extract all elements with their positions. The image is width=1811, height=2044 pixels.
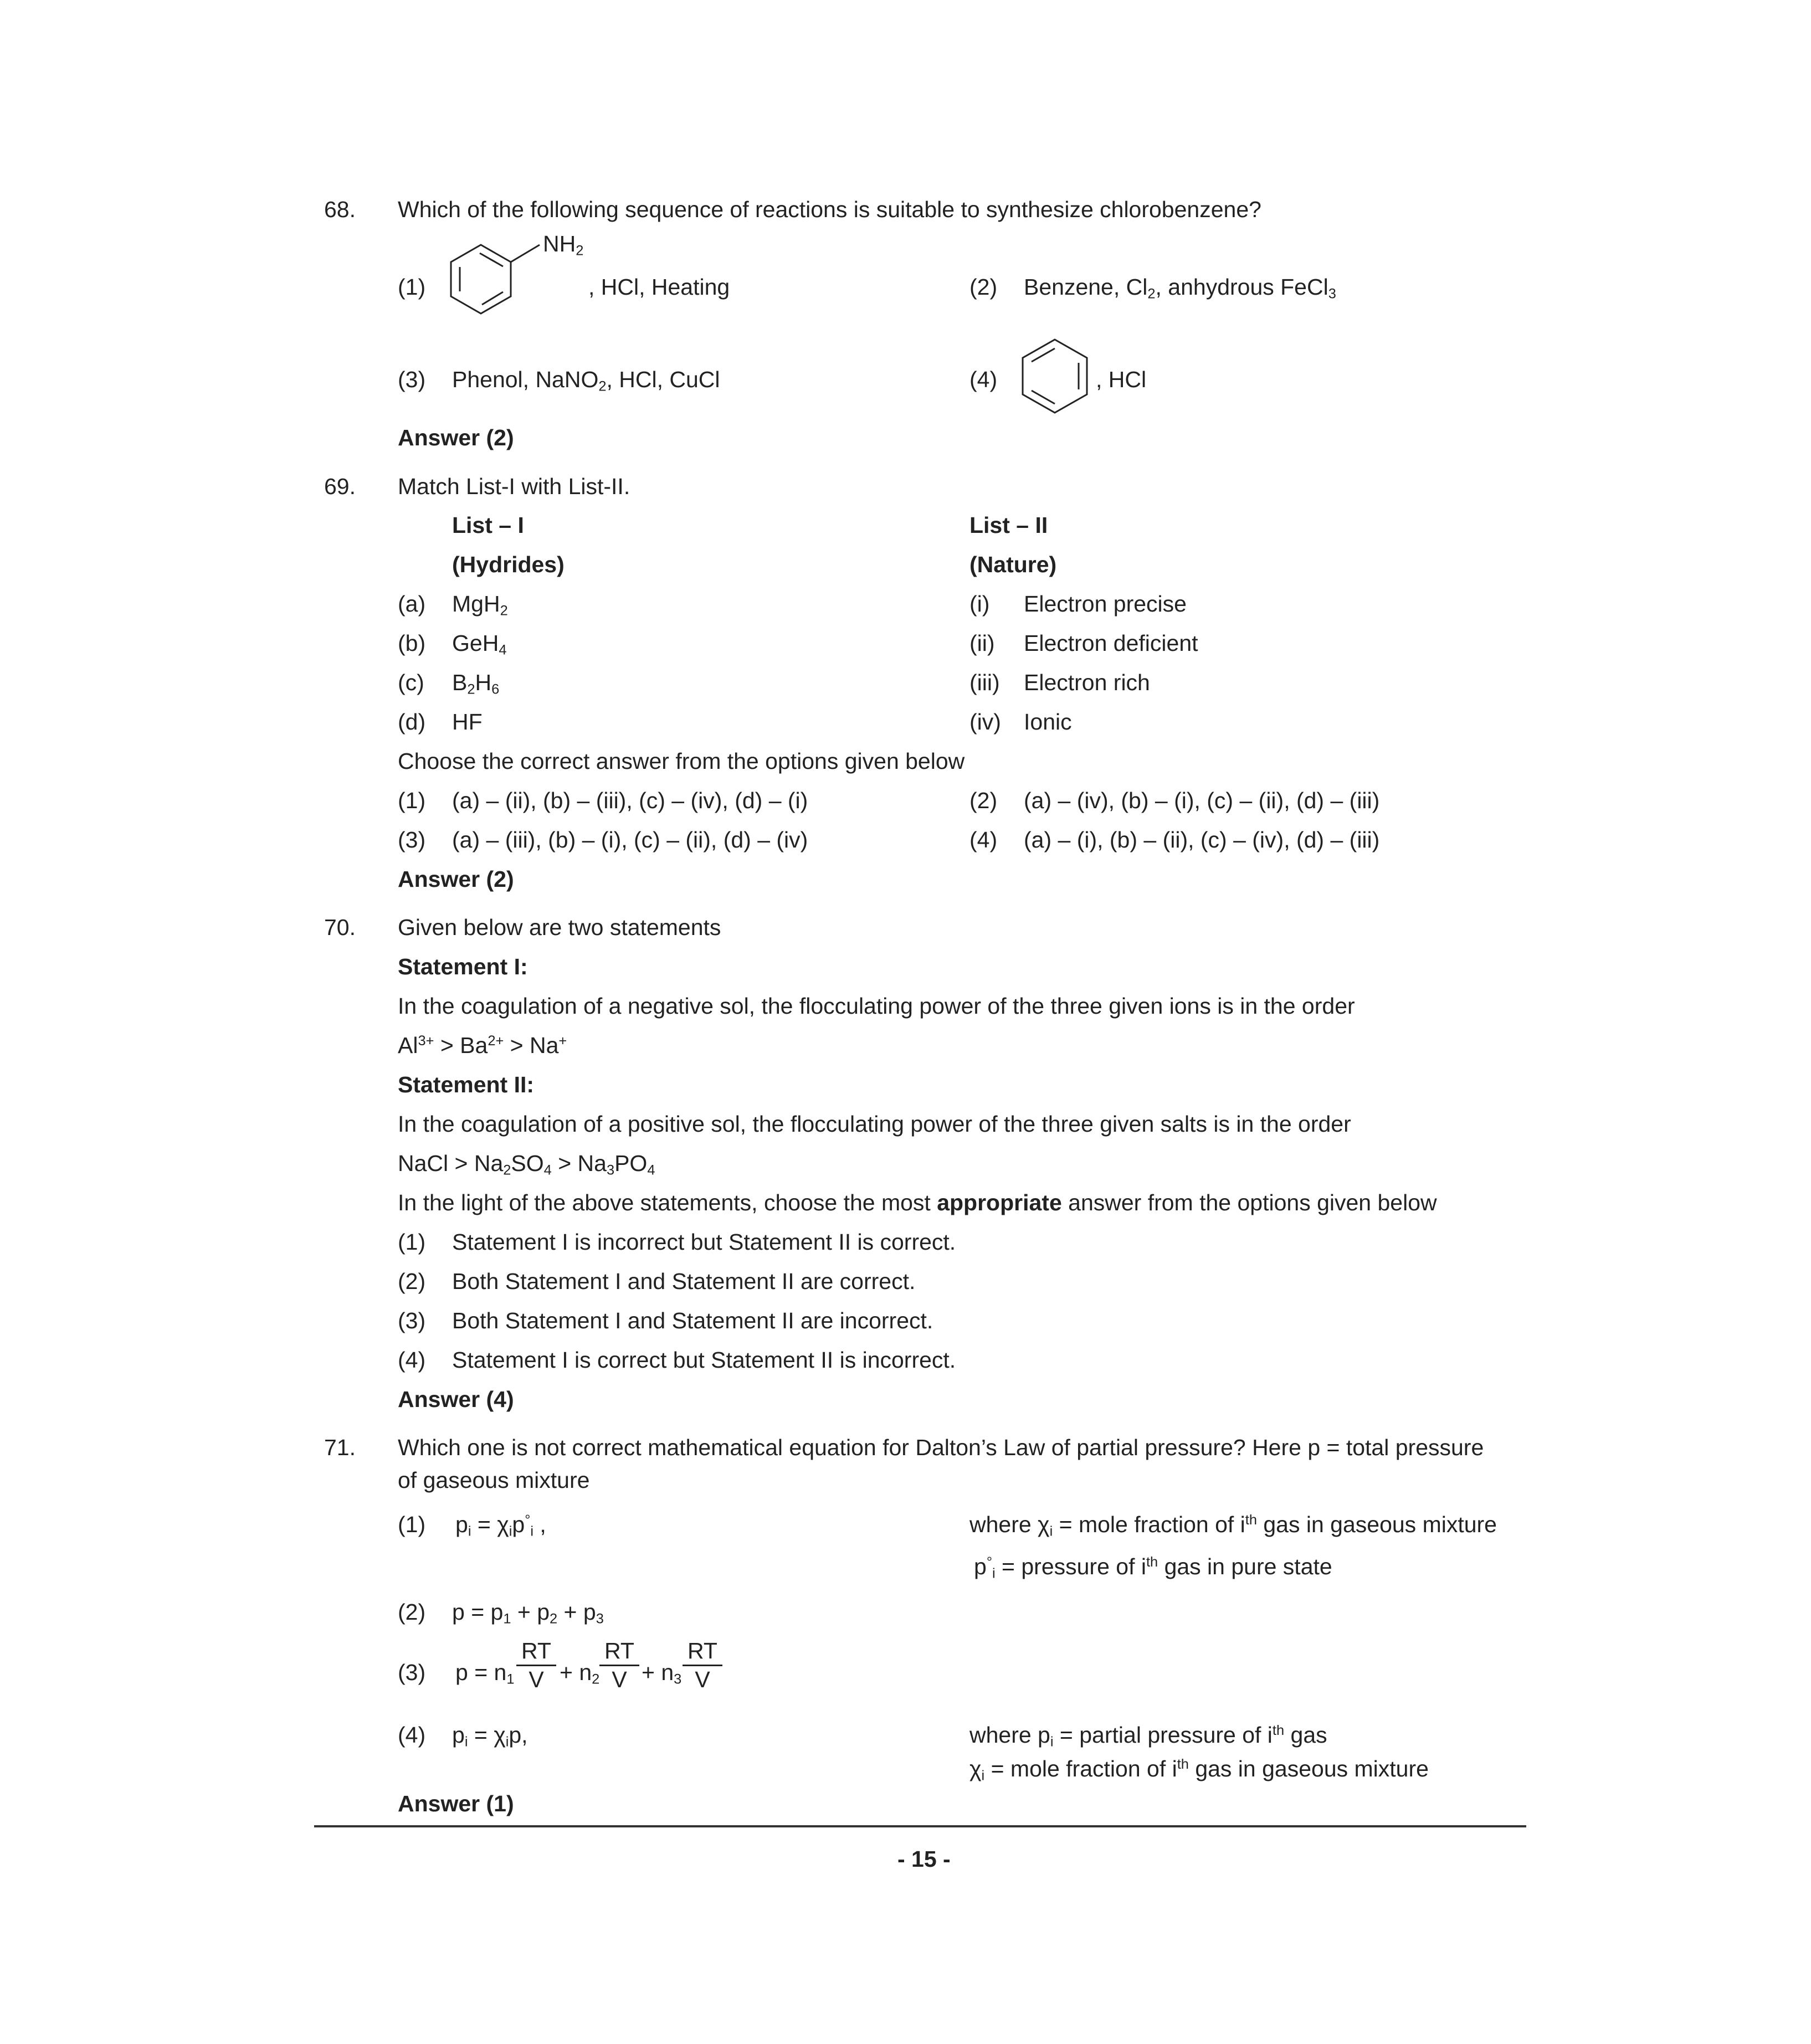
- q69-question: Match List-I with List-II.: [398, 474, 630, 499]
- list2-item-label: (iii): [969, 670, 1000, 695]
- list2-subtitle: (Nature): [969, 552, 1057, 577]
- q69-opt-label: (4): [969, 827, 998, 852]
- q70-opt-text: Both Statement I and Statement II are incorrect.: [452, 1308, 933, 1333]
- list2-item-label: (iv): [969, 709, 1001, 735]
- q70-instruction: In the light of the above statements, choose the most appropriate answer from the options given below: [398, 1190, 1437, 1215]
- eq3-numerator: RT: [604, 1638, 634, 1663]
- q68-opt1-label: (1): [398, 274, 426, 300]
- list1-item: GeH$_4$: [452, 630, 507, 658]
- q71-opt3-label: (3): [398, 1660, 426, 1685]
- footer-rule: [314, 1825, 1526, 1827]
- q70-number: 70.: [324, 915, 356, 940]
- q70-opt-text: Statement I is correct but Statement II is incorrect.: [452, 1347, 956, 1373]
- list2-item: Electron rich: [1024, 670, 1150, 695]
- list1-title: List – I: [452, 512, 524, 538]
- statement1-text: In the coagulation of a negative sol, the flocculating power of the three given ions is in the order: [398, 993, 1355, 1019]
- q68-opt2-label: (2): [969, 274, 998, 300]
- q70-opt-label: (3): [398, 1308, 426, 1333]
- eq3-denominator: V: [529, 1667, 544, 1693]
- list2-item: Electron deficient: [1024, 630, 1198, 656]
- list1-item: MgH$_2$: [452, 591, 508, 619]
- eq3-lead: $p = n_1$: [455, 1660, 515, 1687]
- eq3-denominator: V: [695, 1667, 710, 1693]
- q68-opt1-text: , HCl, Heating: [588, 274, 730, 300]
- aniline-substituent: $NH_2$: [543, 231, 584, 259]
- q69-opt-text: (a) – (i), (b) – (ii), (c) – (iv), (d) – (iii): [1024, 827, 1380, 852]
- statement1-order: $Al^{3+} > Ba^{2+} > Na^+$: [398, 1033, 567, 1058]
- q69-opt-text: (a) – (iv), (b) – (i), (c) – (ii), (d) – (iii): [1024, 788, 1380, 813]
- list1-item-label: (c): [398, 670, 424, 695]
- q70-opt-text: Statement I is incorrect but Statement II is correct.: [452, 1229, 956, 1255]
- q68-opt3-text: Phenol, NaNO$_2$, HCl, CuCl: [452, 367, 720, 394]
- q71-number: 71.: [324, 1435, 356, 1460]
- q71-opt1-equation: $p_i = \chi_ip^\circ_i$ ,: [455, 1512, 546, 1539]
- eq3-numerator: RT: [521, 1638, 551, 1663]
- q69-opt-label: (3): [398, 827, 426, 852]
- q68-answer: Answer (2): [398, 425, 514, 450]
- list2-item-label: (ii): [969, 630, 995, 656]
- q71-opt4-equation: $p_i = \chi_ip$,: [452, 1722, 528, 1750]
- list1-item: HF: [452, 709, 483, 735]
- q70-opt-label: (2): [398, 1268, 426, 1294]
- statement2-order: NaCl > $Na_2SO_4 > Na_3PO_4$: [398, 1151, 655, 1178]
- q69-number: 69.: [324, 474, 356, 499]
- q70-answer: Answer (4): [398, 1386, 514, 1412]
- q69-opt-label: (1): [398, 788, 426, 813]
- q68-opt3-label: (3): [398, 367, 426, 392]
- list2-item: Electron precise: [1024, 591, 1187, 617]
- eq3-numerator: RT: [688, 1638, 717, 1663]
- eq3-fraction: [680, 1639, 725, 1692]
- statement1-title: Statement I:: [398, 954, 528, 979]
- list1-subtitle: (Hydrides): [452, 552, 565, 577]
- eq3-fraction: [514, 1639, 558, 1692]
- page-number: - 15 -: [897, 1846, 951, 1872]
- q69-opt-text: (a) – (iii), (b) – (i), (c) – (ii), (d) – (iv): [452, 827, 808, 852]
- q71-question-line2: of gaseous mixture: [398, 1467, 590, 1493]
- q71-opt4-note2: $\chi_i$ = mole fraction of $i^{th}$ gas in gaseous mixture: [969, 1756, 1429, 1784]
- q68-number: 68.: [324, 197, 356, 222]
- benzene-structure: [1018, 335, 1101, 418]
- q71-opt2-equation: $p = p_1 + p_2 + p_3$: [452, 1599, 604, 1627]
- statement2-title: Statement II:: [398, 1072, 535, 1097]
- q71-opt1-label: (1): [398, 1512, 426, 1537]
- q68-opt2-text: Benzene, $Cl_2$, anhydrous FeCl$_3$: [1024, 274, 1336, 302]
- eq3-fraction: [597, 1639, 642, 1692]
- eq3-term3: + $n_3$: [642, 1660, 682, 1687]
- statement2-text: In the coagulation of a positive sol, the flocculating power of the three given salts is in the order: [398, 1111, 1351, 1137]
- q71-opt4-note1: where $p_i$ = partial pressure of $i^{th}$ gas: [969, 1722, 1327, 1750]
- q70-opt-label: (1): [398, 1229, 426, 1255]
- q71-opt4-label: (4): [398, 1722, 426, 1748]
- list2-item: Ionic: [1024, 709, 1072, 735]
- q68-opt4-text: , HCl: [1096, 367, 1147, 392]
- q69-opt-text: (a) – (ii), (b) – (iii), (c) – (iv), (d) – (i): [452, 788, 808, 813]
- list2-item-label: (i): [969, 591, 990, 617]
- list1-item-label: (b): [398, 630, 426, 656]
- q70-opt-text: Both Statement I and Statement II are correct.: [452, 1268, 916, 1294]
- list1-item-label: (d): [398, 709, 426, 735]
- q71-opt2-label: (2): [398, 1599, 426, 1625]
- q68-opt4-label: (4): [969, 367, 998, 392]
- list1-item-label: (a): [398, 591, 426, 617]
- q68-question: Which of the following sequence of reactions is suitable to synthesize chlorobenzene?: [398, 197, 1261, 222]
- q71-opt1-note2: $p^\circ_i$ = pressure of $i^{th}$ gas in pure state: [974, 1554, 1332, 1581]
- q69-answer: Answer (2): [398, 866, 514, 892]
- q69-opt-label: (2): [969, 788, 998, 813]
- q69-choose: Choose the correct answer from the options given below: [398, 748, 965, 774]
- q70-opt-label: (4): [398, 1347, 426, 1373]
- q71-answer: Answer (1): [398, 1791, 514, 1816]
- list1-item: $B_2H_6$: [452, 670, 500, 697]
- q71-question-line1: Which one is not correct mathematical equation for Dalton’s Law of partial pressure? Here p = total pressure: [398, 1435, 1484, 1460]
- q71-opt1-note1: where $\chi_i$ = mole fraction of $i^{th}$ gas in gaseous mixture: [969, 1512, 1497, 1539]
- list2-title: List – II: [969, 512, 1048, 538]
- aniline-structure: [448, 238, 547, 321]
- eq3-term2: + $n_2$: [560, 1660, 600, 1687]
- eq3-denominator: V: [612, 1667, 627, 1693]
- q70-question: Given below are two statements: [398, 915, 721, 940]
